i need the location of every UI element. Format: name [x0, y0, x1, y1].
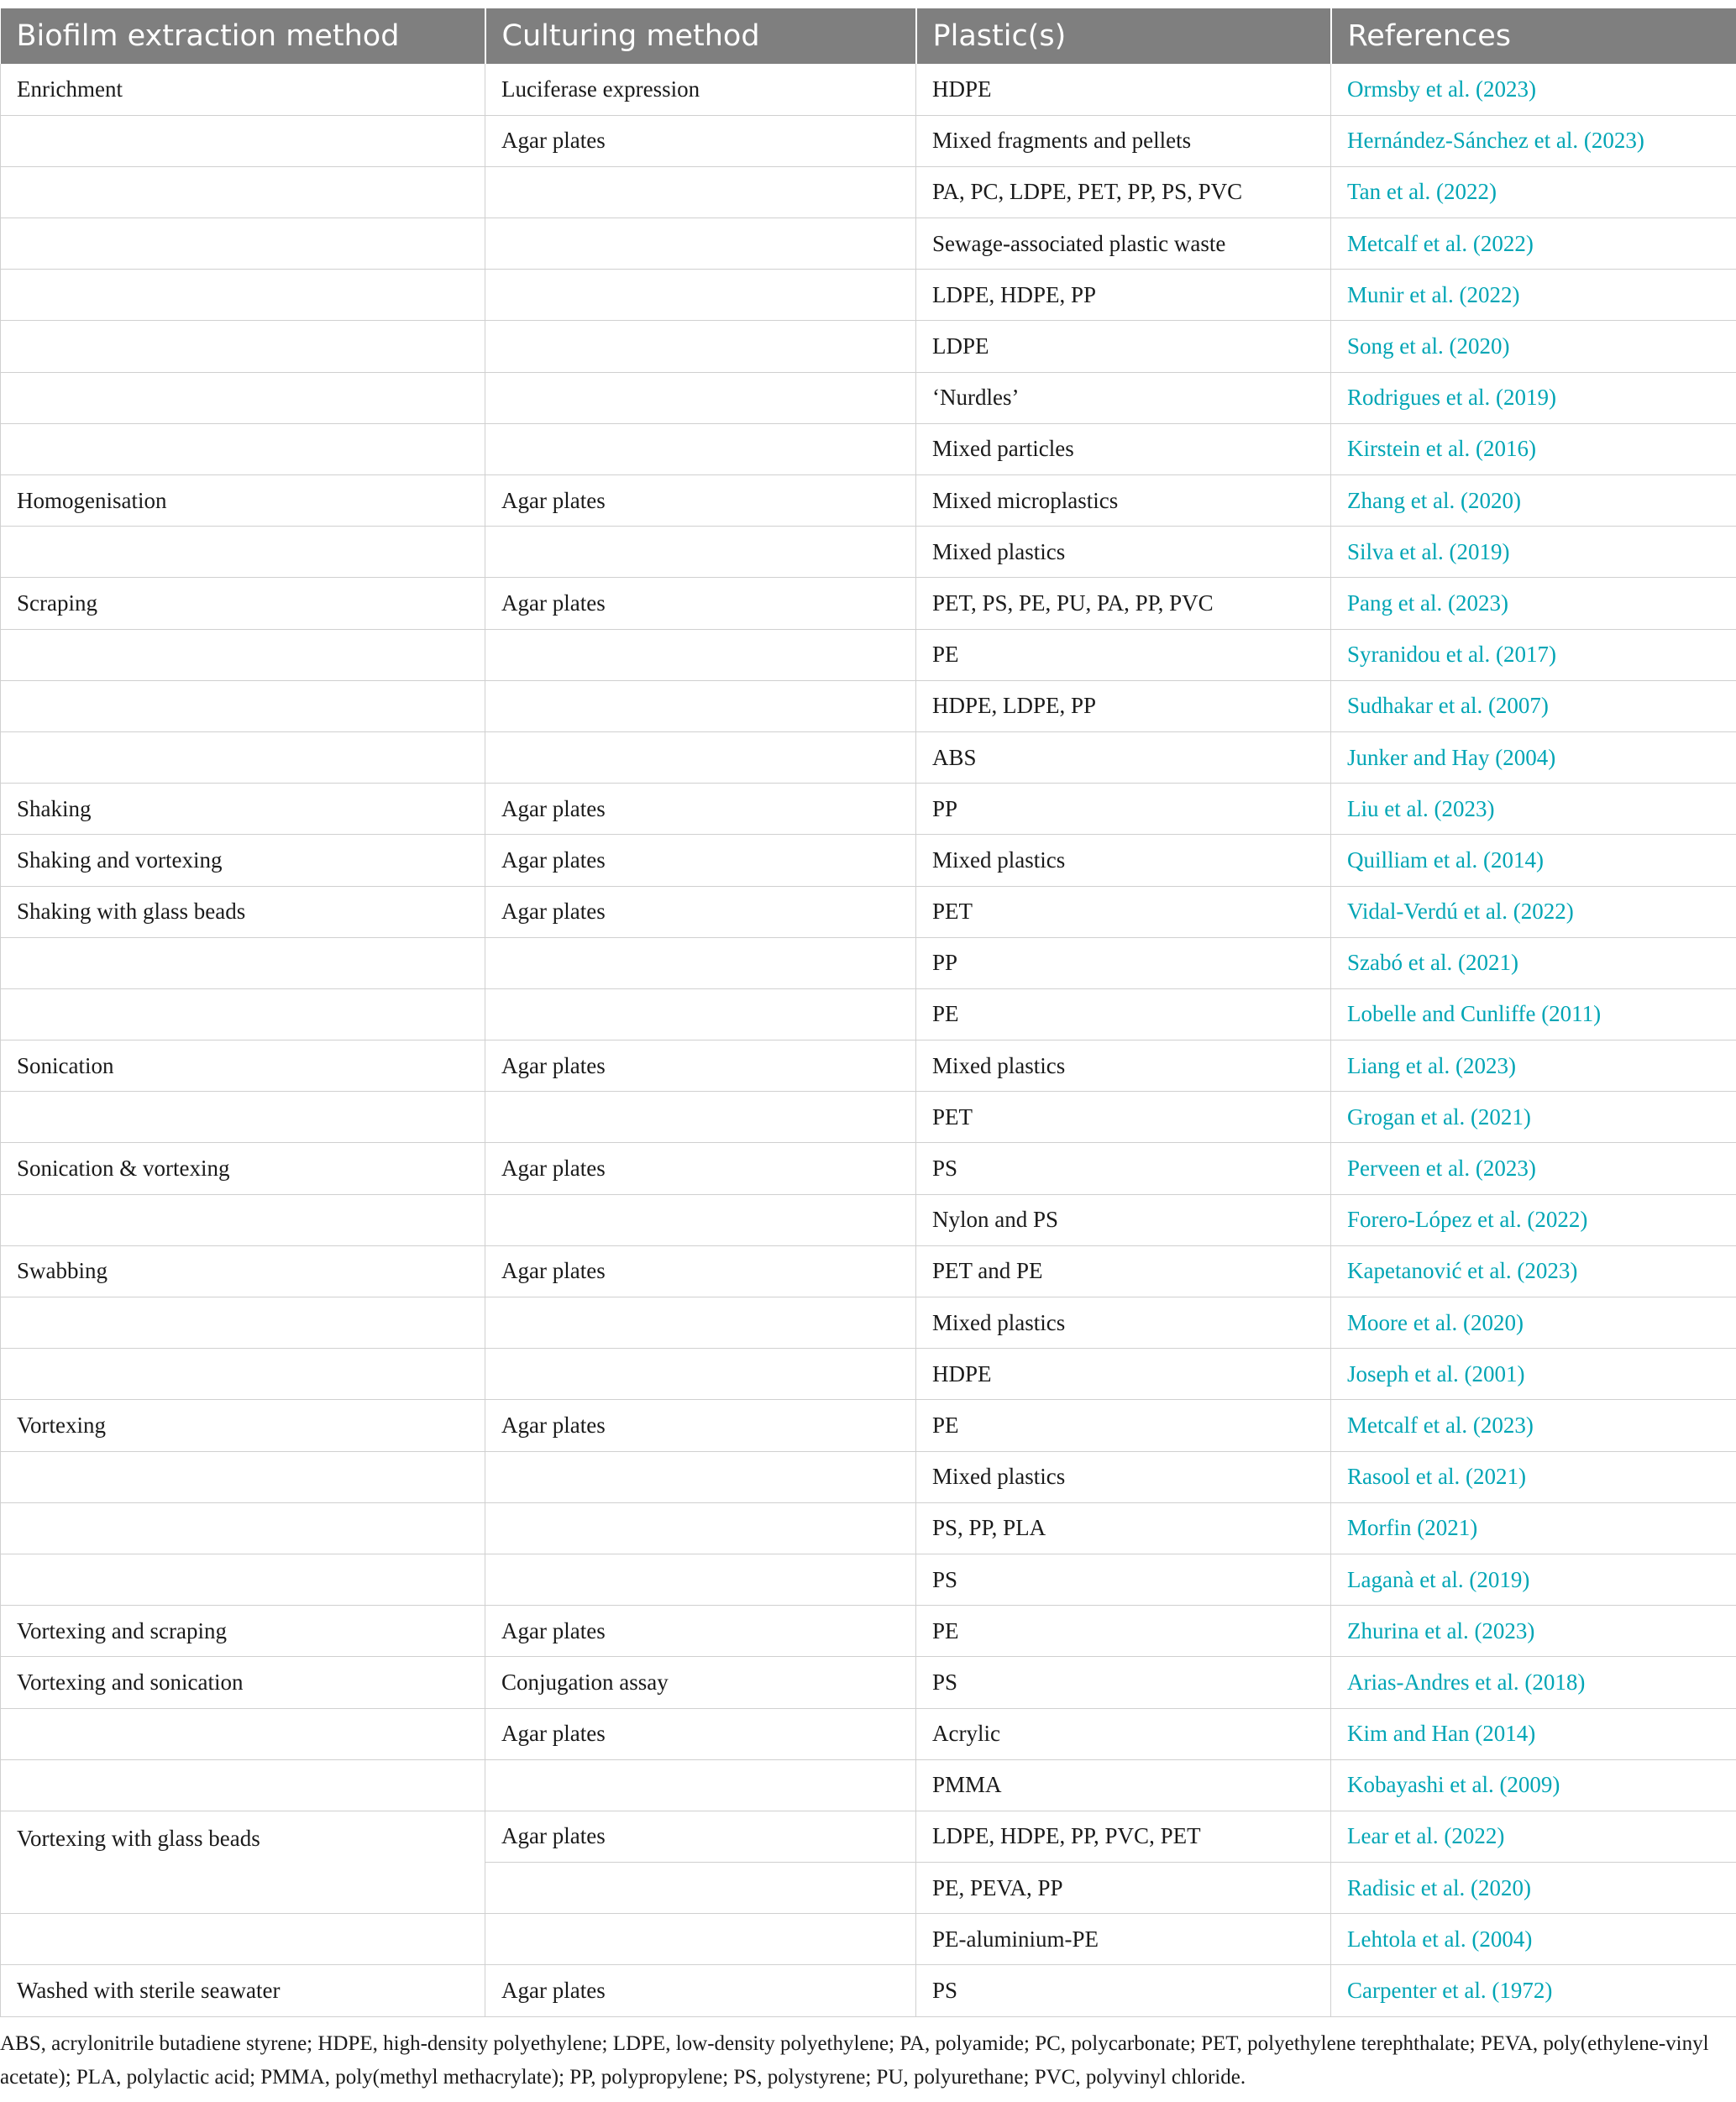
cell-reference — [1331, 937, 1736, 988]
cell-plastics: ABS — [916, 731, 1331, 783]
cell-reference — [1331, 680, 1736, 731]
cell-plastics: Mixed plastics — [916, 527, 1331, 578]
reference-link[interactable]: Liu et al. (2023) — [1347, 795, 1495, 821]
cell-culturing-method: Agar plates — [485, 1041, 916, 1092]
reference-link[interactable]: Lehtola et al. (2004) — [1347, 1926, 1533, 1952]
cell-reference — [1331, 1092, 1736, 1143]
cell-plastics: PE — [916, 988, 1331, 1040]
cell-plastics: LDPE — [916, 321, 1331, 372]
cell-extraction-method: Scraping — [1, 578, 485, 629]
cell-culturing-method — [485, 166, 916, 218]
cell-reference — [1331, 166, 1736, 218]
cell-culturing-method: Agar plates — [485, 578, 916, 629]
cell-culturing-method — [485, 1194, 916, 1245]
cell-culturing-method — [485, 988, 916, 1040]
cell-plastics: PS, PP, PLA — [916, 1502, 1331, 1554]
cell-plastics: Mixed plastics — [916, 1297, 1331, 1349]
references-table — [0, 8, 1736, 2017]
cell-reference — [1331, 835, 1736, 886]
cell-extraction-method — [1, 1451, 485, 1502]
cell-culturing-method — [485, 1759, 916, 1811]
cell-plastics: PS — [916, 1554, 1331, 1605]
cell-extraction-method — [1, 937, 485, 988]
cell-reference — [1331, 1811, 1736, 1862]
cell-reference — [1331, 1965, 1736, 2016]
reference-link[interactable]: Zhurina et al. (2023) — [1347, 1617, 1535, 1643]
reference-link[interactable]: Song et al. (2020) — [1347, 333, 1510, 359]
reference-link[interactable]: Hernández-Sánchez et al. (2023) — [1347, 128, 1644, 154]
reference-link[interactable]: Lobelle and Cunliffe (2011) — [1347, 1001, 1602, 1027]
cell-reference — [1331, 1863, 1736, 1914]
cell-plastics: LDPE, HDPE, PP, PVC, PET — [916, 1811, 1331, 1862]
reference-link[interactable]: Rodrigues et al. (2019) — [1347, 385, 1556, 411]
cell-culturing-method: Agar plates — [485, 886, 916, 937]
reference-link[interactable]: Sudhakar et al. (2007) — [1347, 693, 1549, 719]
cell-extraction-method — [1, 423, 485, 474]
reference-link[interactable]: Perveen et al. (2023) — [1347, 1156, 1536, 1182]
table-row — [1, 1041, 1736, 1092]
reference-link[interactable]: Ormsby et al. (2023) — [1347, 76, 1536, 102]
cell-extraction-method: Washed with sterile seawater — [1, 1965, 485, 2016]
table-row — [1, 1143, 1736, 1194]
cell-plastics: Sewage-associated plastic waste — [916, 218, 1331, 270]
table-row — [1, 680, 1736, 731]
cell-reference — [1331, 372, 1736, 423]
table-row — [1, 475, 1736, 527]
cell-plastics: Mixed particles — [916, 423, 1331, 474]
header-extraction-method: Biofilm extraction method — [1, 8, 485, 64]
cell-extraction-method: Sonication & vortexing — [1, 1143, 485, 1194]
cell-plastics: PE — [916, 1400, 1331, 1451]
table-footnote: ABS, acrylonitrile butadiene styrene; HDPE, high-density polyethylene; LDPE, low-density polyethylene; PA, polyamide; PC, polycarbonate; PET, polyethylene terephthalate; PEVA, poly(ethylene-vinyl acetate); PLA, polylactic acid; PMMA, poly(methyl methacrylate); PP, polypropylene; PS, polystyrene; PU, polyurethane; PVC, polyvinyl chloride. — [0, 2032, 1709, 2089]
cell-plastics: HDPE, LDPE, PP — [916, 680, 1331, 731]
header-culturing-method: Culturing method — [485, 8, 916, 64]
reference-link[interactable]: Quilliam et al. (2014) — [1347, 847, 1544, 873]
cell-reference — [1331, 988, 1736, 1040]
cell-culturing-method — [485, 629, 916, 680]
cell-plastics: PE, PEVA, PP — [916, 1863, 1331, 1914]
cell-reference — [1331, 1554, 1736, 1605]
cell-reference — [1331, 527, 1736, 578]
cell-plastics: PP — [916, 937, 1331, 988]
reference-link[interactable]: Pang et al. (2023) — [1347, 590, 1508, 616]
table-row — [1, 1554, 1736, 1605]
cell-reference — [1331, 1143, 1736, 1194]
cell-reference — [1331, 270, 1736, 321]
cell-plastics: Acrylic — [916, 1708, 1331, 1759]
cell-plastics: Mixed plastics — [916, 1451, 1331, 1502]
table-row — [1, 321, 1736, 372]
cell-plastics: Mixed microplastics — [916, 475, 1331, 527]
cell-plastics: PS — [916, 1143, 1331, 1194]
table-row — [1, 784, 1736, 835]
cell-reference — [1331, 475, 1736, 527]
table-row — [1, 731, 1736, 783]
cell-extraction-method — [1, 115, 485, 166]
reference-link[interactable]: Morfin (2021) — [1347, 1515, 1478, 1541]
table-row — [1, 578, 1736, 629]
cell-reference — [1331, 423, 1736, 474]
table-row — [1, 1092, 1736, 1143]
cell-extraction-method: Vortexing and sonication — [1, 1657, 485, 1708]
cell-extraction-method — [1, 1759, 485, 1811]
table-row — [1, 988, 1736, 1040]
table-row — [1, 937, 1736, 988]
cell-extraction-method — [1, 1092, 485, 1143]
cell-extraction-method: Vortexing — [1, 1400, 485, 1451]
cell-reference — [1331, 731, 1736, 783]
cell-plastics: PE — [916, 1606, 1331, 1657]
cell-extraction-method: Homogenisation — [1, 475, 485, 527]
cell-plastics: Nylon and PS — [916, 1194, 1331, 1245]
cell-reference — [1331, 1297, 1736, 1349]
cell-extraction-method — [1, 321, 485, 372]
cell-reference — [1331, 115, 1736, 166]
table-row — [1, 886, 1736, 937]
cell-culturing-method — [485, 1349, 916, 1400]
cell-plastics: ‘Nurdles’ — [916, 372, 1331, 423]
cell-reference — [1331, 1914, 1736, 1965]
cell-culturing-method — [485, 731, 916, 783]
table-row — [1, 64, 1736, 115]
reference-link[interactable]: Laganà et al. (2019) — [1347, 1566, 1530, 1592]
cell-culturing-method: Agar plates — [485, 1708, 916, 1759]
cell-culturing-method: Agar plates — [485, 475, 916, 527]
cell-culturing-method: Agar plates — [485, 1143, 916, 1194]
table-row — [1, 1759, 1736, 1811]
table-row — [1, 423, 1736, 474]
table-row — [1, 166, 1736, 218]
cell-plastics: PET and PE — [916, 1245, 1331, 1297]
cell-reference — [1331, 886, 1736, 937]
table-row — [1, 1502, 1736, 1554]
cell-culturing-method — [485, 1863, 916, 1914]
cell-plastics: LDPE, HDPE, PP — [916, 270, 1331, 321]
cell-culturing-method — [485, 1502, 916, 1554]
cell-extraction-method — [1, 1194, 485, 1245]
reference-link[interactable]: Junker and Hay (2004) — [1347, 744, 1556, 770]
cell-plastics: PET — [916, 1092, 1331, 1143]
cell-extraction-method — [1, 1297, 485, 1349]
reference-link[interactable]: Munir et al. (2022) — [1347, 281, 1520, 307]
cell-extraction-method — [1, 1554, 485, 1605]
reference-link[interactable]: Rasool et al. (2021) — [1347, 1464, 1526, 1490]
cell-culturing-method — [485, 423, 916, 474]
reference-link[interactable]: Grogan et al. (2021) — [1347, 1103, 1531, 1130]
table-row — [1, 1965, 1736, 2016]
cell-extraction-method — [1, 629, 485, 680]
cell-plastics: PMMA — [916, 1759, 1331, 1811]
cell-extraction-method — [1, 1502, 485, 1554]
cell-extraction-method — [1, 270, 485, 321]
cell-culturing-method: Agar plates — [485, 784, 916, 835]
header-plastics: Plastic(s) — [916, 8, 1331, 64]
reference-link[interactable]: Szabó et al. (2021) — [1347, 950, 1518, 976]
table-row — [1, 1400, 1736, 1451]
reference-link[interactable]: Kirstein et al. (2016) — [1347, 436, 1536, 462]
cell-plastics: PET, PS, PE, PU, PA, PP, PVC — [916, 578, 1331, 629]
cell-reference — [1331, 1606, 1736, 1657]
references-table-container — [0, 8, 1736, 2017]
cell-culturing-method — [485, 1451, 916, 1502]
reference-link[interactable]: Kapetanović et al. (2023) — [1347, 1258, 1578, 1284]
cell-reference — [1331, 1400, 1736, 1451]
cell-reference — [1331, 1041, 1736, 1092]
table-row — [1, 527, 1736, 578]
cell-extraction-method — [1, 527, 485, 578]
cell-extraction-method: Shaking with glass beads — [1, 886, 485, 937]
reference-link[interactable]: Joseph et al. (2001) — [1347, 1360, 1525, 1386]
cell-reference — [1331, 784, 1736, 835]
reference-link[interactable]: Lear et al. (2022) — [1347, 1823, 1505, 1849]
cell-plastics: PE — [916, 629, 1331, 680]
cell-culturing-method: Agar plates — [485, 1811, 916, 1862]
cell-plastics: Mixed plastics — [916, 835, 1331, 886]
cell-reference — [1331, 1194, 1736, 1245]
cell-reference — [1331, 629, 1736, 680]
cell-extraction-method — [1, 1349, 485, 1400]
reference-link[interactable]: Liang et al. (2023) — [1347, 1052, 1516, 1078]
cell-culturing-method — [485, 680, 916, 731]
reference-link[interactable]: Forero-López et al. (2022) — [1347, 1207, 1588, 1233]
table-row — [1, 1811, 1736, 1862]
table-row — [1, 1606, 1736, 1657]
cell-reference — [1331, 321, 1736, 372]
reference-link[interactable]: Kobayashi et al. (2009) — [1347, 1772, 1560, 1798]
reference-link[interactable]: Kim and Han (2014) — [1347, 1721, 1536, 1747]
cell-extraction-method — [1, 166, 485, 218]
reference-link[interactable]: Moore et al. (2020) — [1347, 1309, 1524, 1335]
cell-plastics: HDPE — [916, 1349, 1331, 1400]
cell-culturing-method — [485, 1092, 916, 1143]
table-row — [1, 1245, 1736, 1297]
cell-culturing-method: Agar plates — [485, 835, 916, 886]
cell-reference — [1331, 1657, 1736, 1708]
table-body — [1, 64, 1736, 2016]
cell-extraction-method: Sonication — [1, 1041, 485, 1092]
table-row — [1, 629, 1736, 680]
cell-extraction-method: Enrichment — [1, 64, 485, 115]
table-row — [1, 1194, 1736, 1245]
cell-reference — [1331, 1708, 1736, 1759]
cell-plastics: HDPE — [916, 64, 1331, 115]
table-row — [1, 218, 1736, 270]
table-row — [1, 1451, 1736, 1502]
cell-plastics: Mixed fragments and pellets — [916, 115, 1331, 166]
header-references: References — [1331, 8, 1736, 64]
reference-link[interactable]: Vidal-Verdú et al. (2022) — [1347, 899, 1574, 925]
reference-link[interactable]: Syranidou et al. (2017) — [1347, 642, 1556, 668]
cell-culturing-method — [485, 218, 916, 270]
cell-plastics: PS — [916, 1657, 1331, 1708]
cell-culturing-method: Agar plates — [485, 1245, 916, 1297]
cell-extraction-method — [1, 218, 485, 270]
cell-plastics: Mixed plastics — [916, 1041, 1331, 1092]
cell-culturing-method: Agar plates — [485, 1400, 916, 1451]
cell-extraction-method: Shaking — [1, 784, 485, 835]
cell-extraction-method — [1, 1708, 485, 1759]
cell-culturing-method — [485, 270, 916, 321]
cell-culturing-method — [485, 1297, 916, 1349]
reference-link[interactable]: Arias-Andres et al. (2018) — [1347, 1669, 1586, 1695]
cell-culturing-method: Agar plates — [485, 115, 916, 166]
reference-link[interactable]: Metcalf et al. (2023) — [1347, 1412, 1534, 1438]
reference-link[interactable]: Zhang et al. (2020) — [1347, 487, 1521, 513]
cell-culturing-method — [485, 937, 916, 988]
cell-extraction-method — [1, 1914, 485, 1965]
cell-plastics: PE-aluminium-PE — [916, 1914, 1331, 1965]
cell-culturing-method — [485, 527, 916, 578]
reference-link[interactable]: Silva et al. (2019) — [1347, 538, 1510, 564]
cell-culturing-method — [485, 321, 916, 372]
cell-reference — [1331, 218, 1736, 270]
table-row — [1, 1349, 1736, 1400]
table-row — [1, 1657, 1736, 1708]
cell-reference — [1331, 1349, 1736, 1400]
table-row — [1, 372, 1736, 423]
table-header — [1, 8, 1736, 64]
cell-culturing-method: Agar plates — [485, 1965, 916, 2016]
reference-link[interactable]: Tan et al. (2022) — [1347, 179, 1497, 205]
cell-extraction-method: Vortexing with glass beads — [1, 1811, 485, 1913]
cell-plastics: PA, PC, LDPE, PET, PP, PS, PVC — [916, 166, 1331, 218]
cell-reference — [1331, 578, 1736, 629]
cell-culturing-method: Luciferase expression — [485, 64, 916, 115]
reference-link[interactable]: Radisic et al. (2020) — [1347, 1874, 1531, 1900]
cell-extraction-method: Shaking and vortexing — [1, 835, 485, 886]
table-row — [1, 1708, 1736, 1759]
cell-reference — [1331, 1451, 1736, 1502]
table-row — [1, 270, 1736, 321]
cell-extraction-method: Vortexing and scraping — [1, 1606, 485, 1657]
reference-link[interactable]: Metcalf et al. (2022) — [1347, 230, 1534, 256]
cell-reference — [1331, 1245, 1736, 1297]
cell-extraction-method: Swabbing — [1, 1245, 485, 1297]
table-row — [1, 115, 1736, 166]
cell-reference — [1331, 64, 1736, 115]
table-row — [1, 1297, 1736, 1349]
cell-extraction-method — [1, 988, 485, 1040]
table-row — [1, 1914, 1736, 1965]
cell-extraction-method — [1, 680, 485, 731]
header-row — [1, 8, 1736, 64]
reference-link[interactable]: Carpenter et al. (1972) — [1347, 1978, 1553, 2004]
cell-plastics: PS — [916, 1965, 1331, 2016]
cell-culturing-method — [485, 1914, 916, 1965]
cell-reference — [1331, 1759, 1736, 1811]
cell-culturing-method: Conjugation assay — [485, 1657, 916, 1708]
cell-plastics: PET — [916, 886, 1331, 937]
cell-extraction-method — [1, 731, 485, 783]
table-row — [1, 835, 1736, 886]
cell-culturing-method — [485, 1554, 916, 1605]
cell-extraction-method — [1, 372, 485, 423]
cell-reference — [1331, 1502, 1736, 1554]
cell-culturing-method — [485, 372, 916, 423]
cell-plastics: PP — [916, 784, 1331, 835]
cell-culturing-method: Agar plates — [485, 1606, 916, 1657]
